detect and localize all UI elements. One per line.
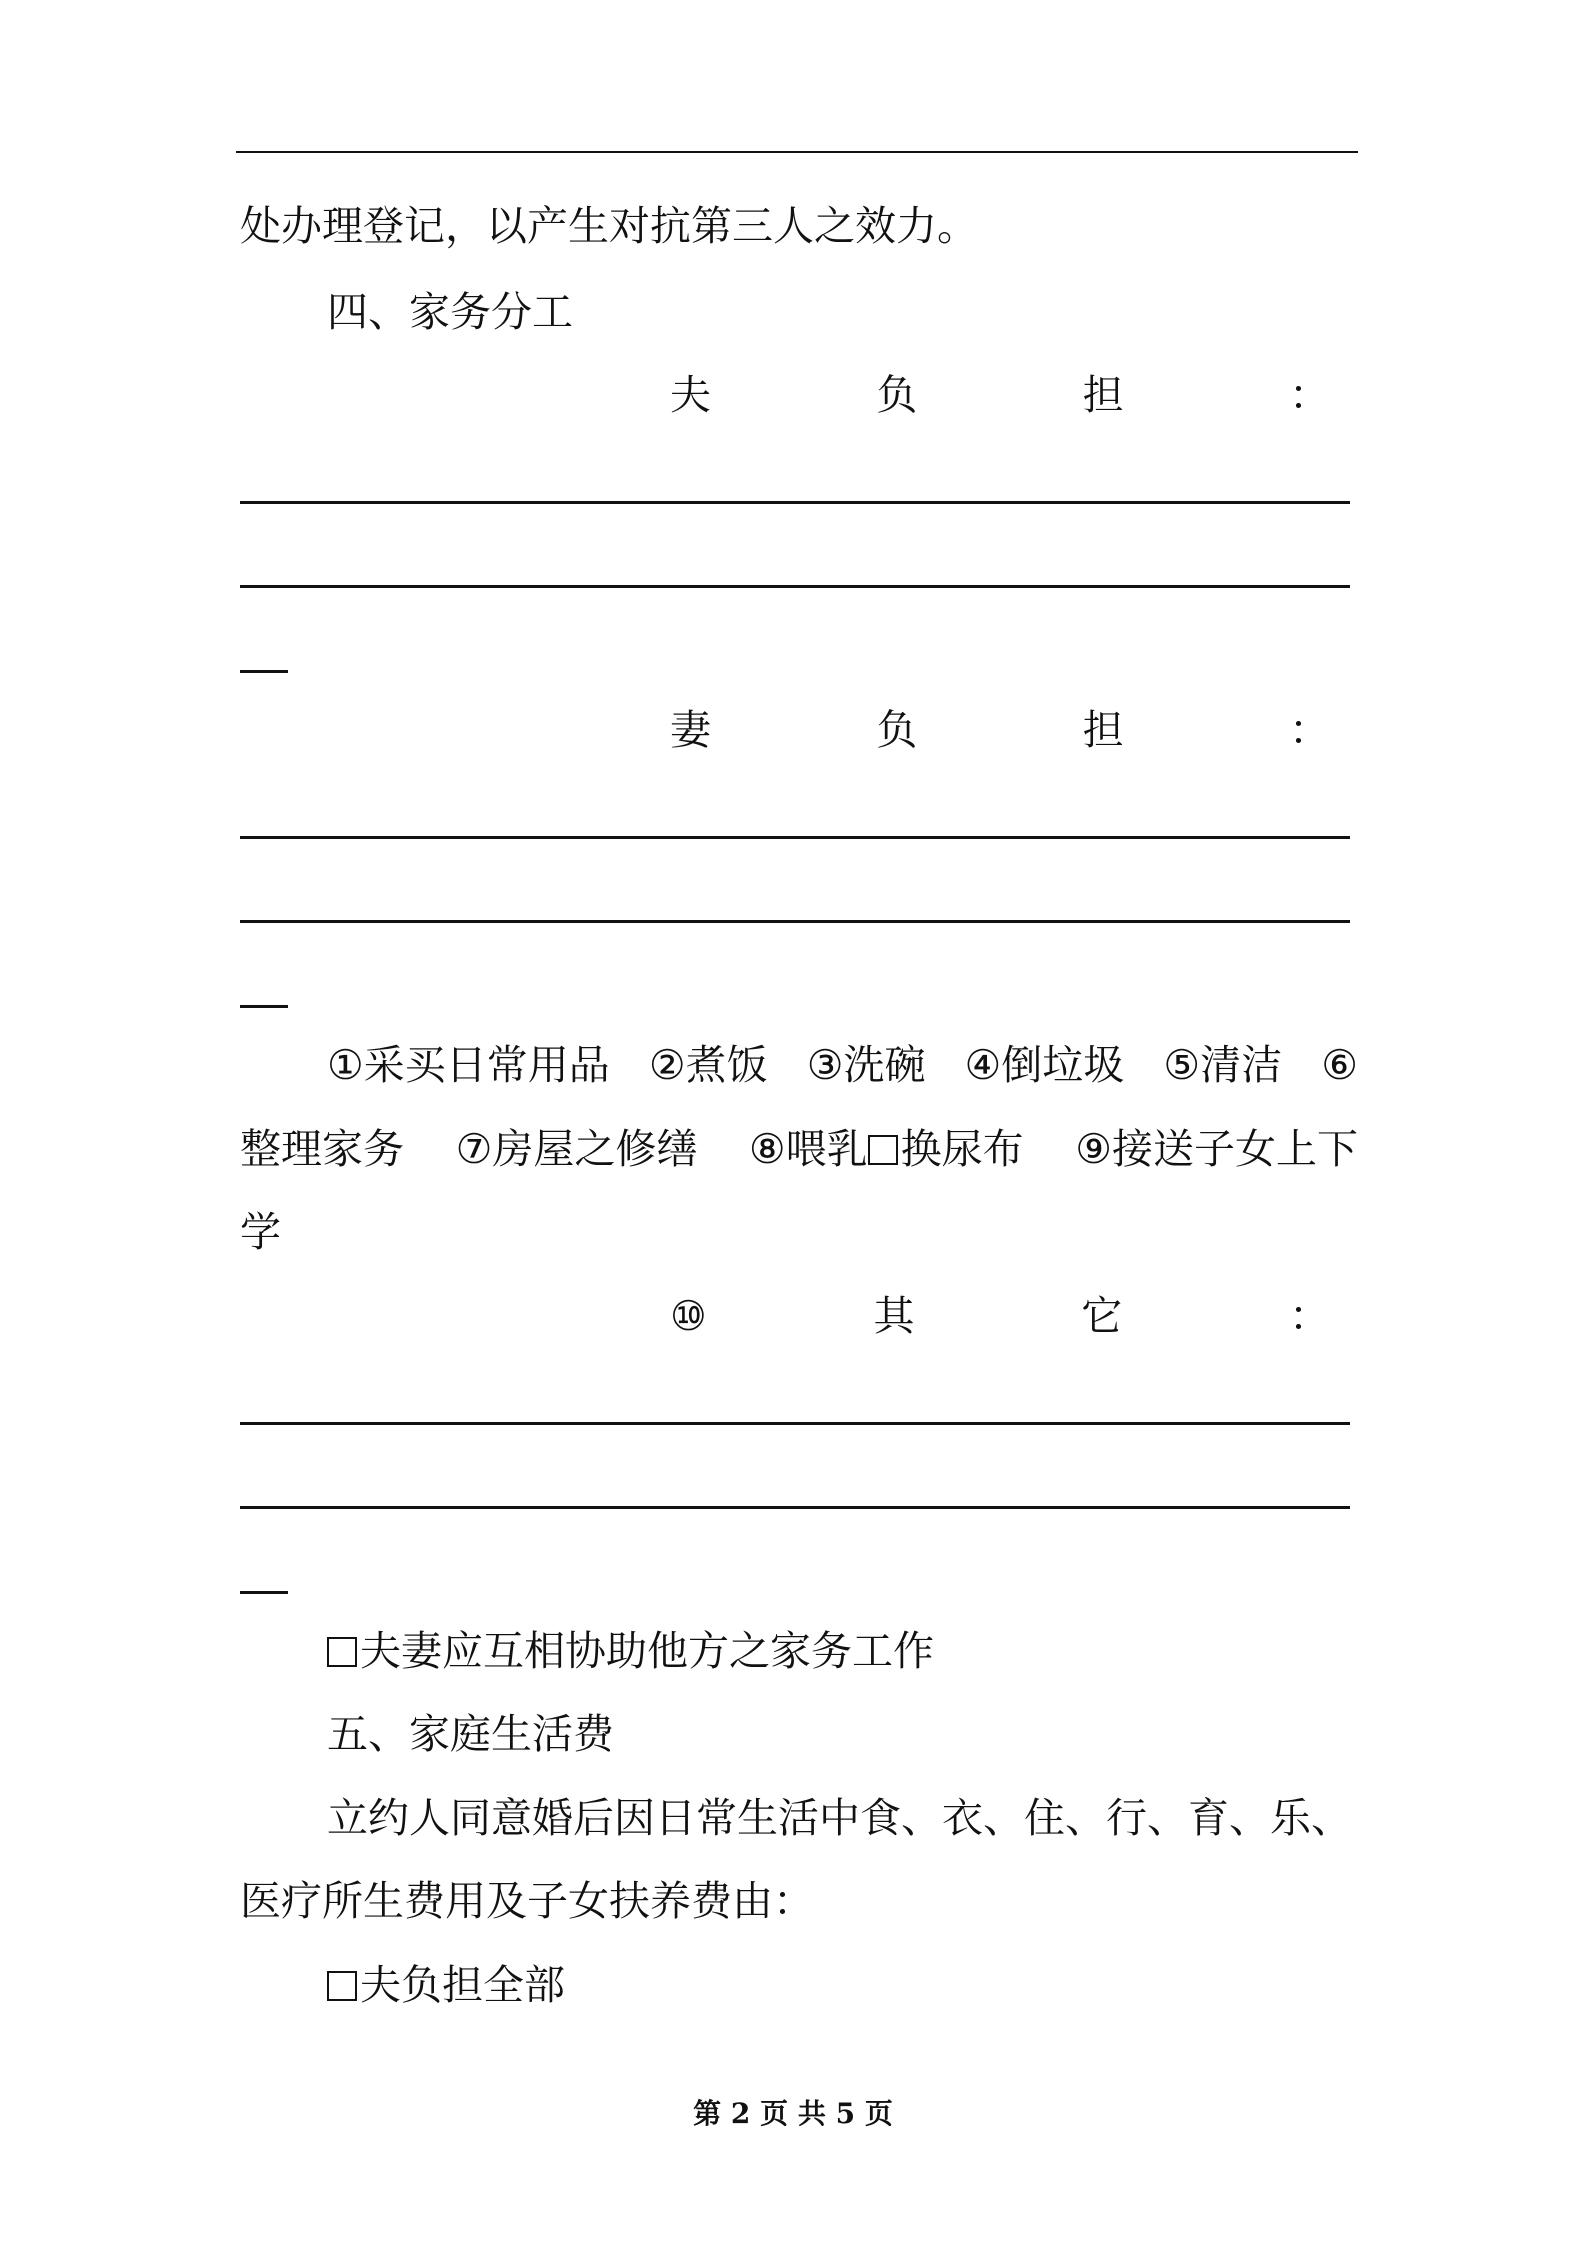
wife-label-char: 担	[1082, 706, 1124, 754]
husband-fill-blank-1[interactable]	[240, 501, 1350, 504]
chore-item-feeding	[749, 1124, 1024, 1174]
husband-fill-blank-3[interactable]	[240, 670, 288, 673]
wife-fill-blank-2[interactable]	[240, 920, 1350, 923]
other-fill-blank-1[interactable]	[240, 1422, 1350, 1425]
other-fill-blank-2[interactable]	[240, 1506, 1350, 1509]
husband-label-char: 担	[1082, 371, 1124, 419]
checkbox-icon[interactable]	[327, 1637, 357, 1667]
chore-item: 换尿布	[900, 1125, 1024, 1173]
other-fill-blank-3[interactable]	[240, 1591, 288, 1594]
header-rule	[236, 151, 1358, 153]
chore-item: ④倒垃圾	[964, 1041, 1125, 1089]
wife-label-char: 妻	[670, 706, 711, 754]
chore-items-row-2	[240, 1124, 1358, 1174]
mutual-help-text: 夫妻应互相协助他方之家务工作	[360, 1627, 934, 1675]
chore-item: ⑨接送子女上下	[1075, 1125, 1358, 1173]
chore-item: ⑦房屋之修缮	[455, 1125, 698, 1173]
chore-item: ⑧喂乳	[748, 1125, 868, 1173]
chore-item: 整理家务	[240, 1125, 404, 1173]
other-label	[670, 1291, 1330, 1341]
checkbox-icon[interactable]	[868, 1135, 898, 1165]
chore-items-row-3: 学	[240, 1208, 281, 1256]
wife-fill-blank-3[interactable]	[240, 1005, 288, 1008]
wife-fill-blank-1[interactable]	[240, 836, 1350, 839]
wife-label-char: 负	[876, 706, 918, 754]
section-5-paragraph-line-2: 医疗所生费用及子女扶养费由：	[240, 1877, 814, 1925]
husband-label-char: 负	[876, 371, 918, 419]
husband-pays-all-option	[327, 1960, 1358, 2010]
husband-label-char: 夫	[670, 371, 711, 419]
other-label-char: 其	[873, 1292, 915, 1340]
other-label-char: 它	[1081, 1292, 1123, 1340]
chore-item: ⑤清洁	[1163, 1041, 1283, 1089]
chore-item: ①采买日常用品	[327, 1041, 610, 1089]
other-label-char: ⑩	[670, 1292, 707, 1340]
wife-label	[670, 705, 1330, 755]
other-label-char: ：	[1288, 1292, 1330, 1340]
continuation-text: 处办理登记，以产生对抗第三人之效力。	[240, 202, 978, 250]
husband-label-char: ：	[1288, 371, 1330, 419]
chore-item: ②煮饭	[648, 1041, 768, 1089]
mutual-help-option	[327, 1626, 1358, 1676]
section-4-heading: 四、家务分工	[327, 288, 573, 336]
husband-pays-all-text: 夫负担全部	[360, 1961, 565, 2009]
chore-items-row-1	[327, 1040, 1358, 1090]
husband-label	[670, 370, 1330, 420]
wife-label-char: ：	[1288, 706, 1330, 754]
page-number-footer: 第 2 页 共 5 页	[693, 2097, 893, 2130]
section-5-heading: 五、家庭生活费	[327, 1710, 614, 1758]
checkbox-icon[interactable]	[327, 1971, 357, 2001]
section-5-paragraph-line-1: 立约人同意婚后因日常生活中食、衣、住、行、育、乐、	[327, 1794, 1352, 1842]
chore-item: ③洗碗	[806, 1041, 926, 1089]
husband-fill-blank-2[interactable]	[240, 585, 1350, 588]
chore-item: ⑥	[1321, 1041, 1358, 1089]
